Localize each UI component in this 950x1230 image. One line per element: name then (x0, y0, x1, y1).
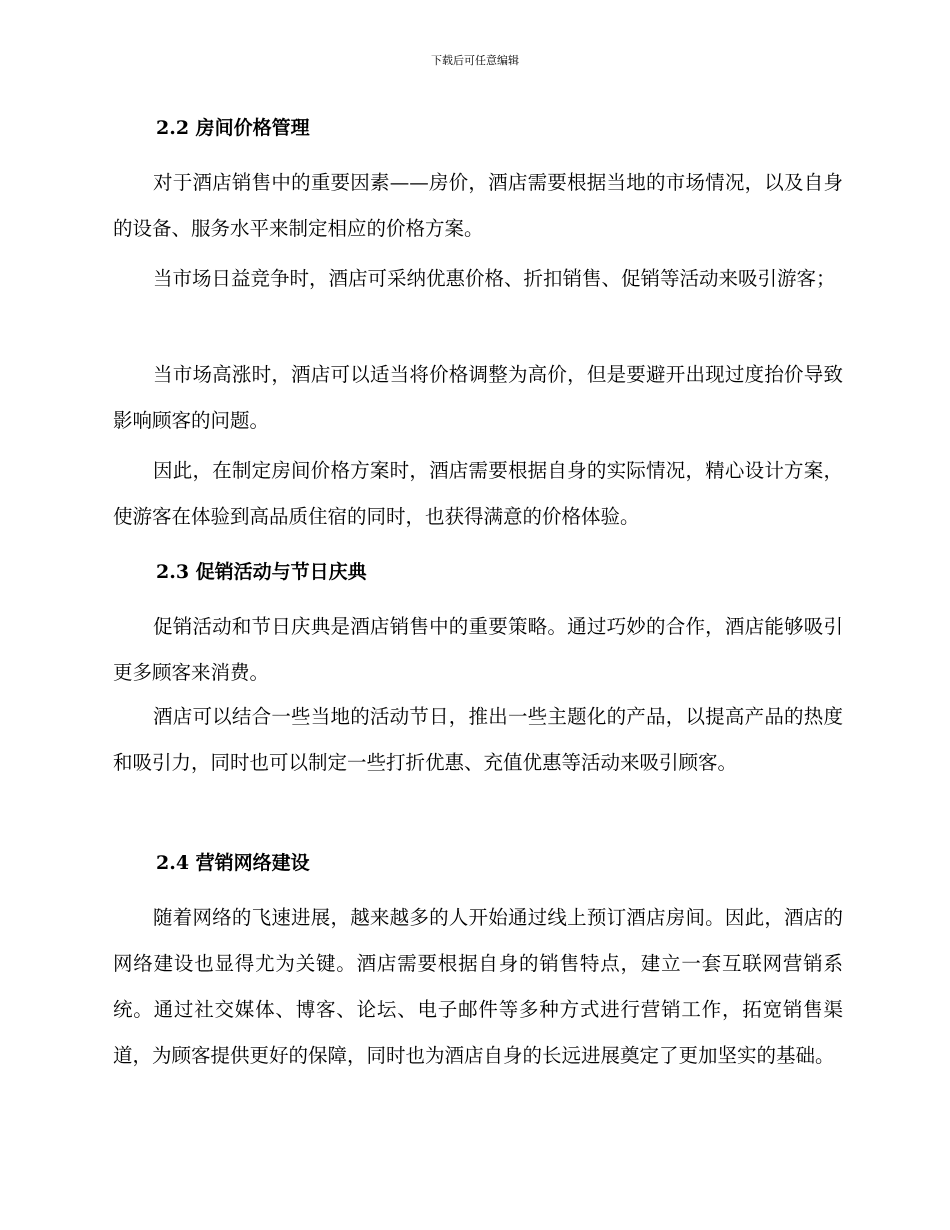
paragraph: 当市场日益竞争时，酒店可采纳优惠价格、折扣销售、促销等活动来吸引游客； (153, 267, 836, 290)
paragraph: 对于酒店销售中的重要因素——房价，酒店需要根据当地的市场情况，以及自身的设备、服务水平来制定相应的价格方案。 (113, 171, 843, 240)
paragraph: 促销活动和节日庆典是酒店销售中的重要策略。通过巧妙的合作，酒店能够吸引更多顾客来消费。 (113, 615, 843, 684)
paragraph: 随着网络的飞速进展，越来越多的人开始通过线上预订酒店房间。因此，酒店的网络建设也显得尤为关键。酒店需要根据自身的销售特点，建立一套互联网营销系统。通过社交媒体、博客、论坛、电子邮件等多种方式进行营销工作，拓宽销售渠道，为顾客提供更好的保障，同时也为酒店自身的长远进展奠定了更加坚实的基础。 (113, 906, 843, 1067)
paragraph: 当市场高涨时，酒店可以适当将价格调整为高价，但是要避开出现过度抬价导致影响顾客的问题。 (113, 363, 843, 432)
paragraph: 酒店可以结合一些当地的活动节日，推出一些主题化的产品，以提高产品的热度和吸引力，同时也可以制定一些打折优惠、充值优惠等活动来吸引顾客。 (113, 705, 843, 774)
section-heading-2-2: 2.2 房间价格管理 (156, 117, 310, 139)
section-heading-2-4: 2.4 营销网络建设 (156, 852, 310, 874)
page-header: 下载后可任意编辑 (431, 54, 519, 67)
section-heading-2-3: 2.3 促销活动与节日庆典 (156, 561, 367, 583)
paragraph: 因此，在制定房间价格方案时，酒店需要根据自身的实际情况，精心设计方案，使游客在体验到高品质住宿的同时，也获得满意的价格体验。 (113, 459, 843, 528)
